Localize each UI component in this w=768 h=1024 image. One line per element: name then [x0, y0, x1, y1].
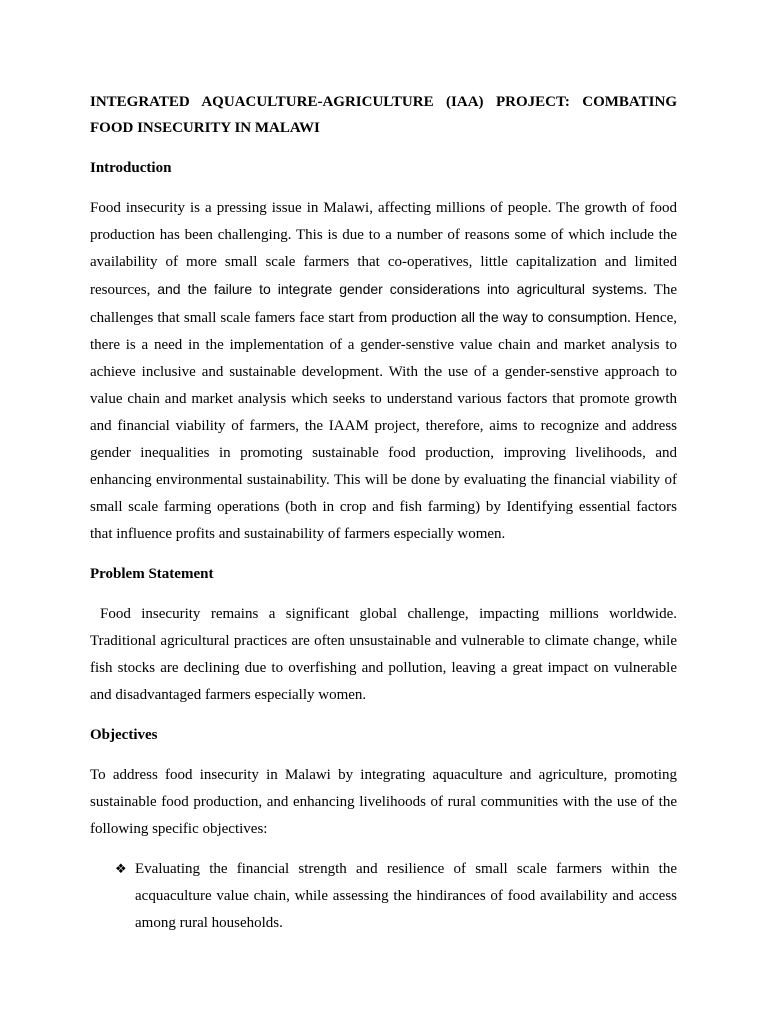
- paragraph-line: production has been challenging. This is due to a number of reasons some of which include the: [90, 226, 677, 243]
- paragraph-line: Traditional agricultural practices are often unsustainable and vulnerable to climate change, while: [90, 632, 677, 649]
- section-heading-introduction: Introduction: [90, 159, 172, 176]
- list-item-line: among rural households.: [135, 914, 283, 931]
- text-run: . The: [643, 281, 677, 298]
- text-run: resources,: [90, 281, 158, 298]
- section-heading-objectives: Objectives: [90, 726, 158, 743]
- paragraph-line: availability of more small scale farmers that co-operatives, little capitalization and limited: [90, 253, 677, 270]
- paragraph-line: fish stocks are declining due to overfishing and pollution, leaving a great impact on vulnerable: [90, 659, 677, 676]
- document-title: [90, 89, 677, 141]
- paragraph-line: Food insecurity is a pressing issue in Malawi, affecting millions of people. The growth of food: [90, 199, 677, 216]
- paragraph-line: following specific objectives:: [90, 820, 268, 837]
- document-page: [90, 89, 677, 937]
- title-line: FOOD INSECURITY IN MALAWI: [90, 120, 320, 136]
- paragraph-line: and disadvantaged farmers especially women.: [90, 686, 367, 703]
- paragraph-line: Food insecurity remains a significant global challenge, impacting millions worldwide.: [100, 605, 677, 622]
- paragraph-line: gender inequalities in promoting sustainable food production, improving livelihoods, and: [90, 444, 677, 461]
- list-item-text: [135, 856, 677, 937]
- paragraph-line: there is a need in the implementation of a gender-senstive value chain and market analysis to: [90, 336, 677, 353]
- diamond-bullet-icon: ❖: [115, 861, 127, 877]
- paragraph-line: [90, 304, 677, 332]
- objective-list-item: [90, 856, 677, 937]
- problem-statement-paragraph: [90, 601, 677, 709]
- title-line: INTEGRATED AQUACULTURE-AGRICULTURE (IAA) PROJECT: COMBATING: [90, 94, 677, 110]
- section-heading-problem-statement: Problem Statement: [90, 565, 214, 582]
- list-item-line: acquaculture value chain, while assessing the hindirances of food availability and access: [135, 887, 677, 904]
- paragraph-line: small scale farming operations (both in crop and fish farming) by Identifying essential factors: [90, 498, 677, 515]
- list-item-line: Evaluating the financial strength and resilience of small scale farmers within the: [135, 860, 677, 877]
- text-run: challenges that small scale famers face start from: [90, 309, 392, 326]
- text-run-sans: production all the way to consumption: [391, 308, 628, 325]
- paragraph-line: enhancing environmental sustainability. This will be done by evaluating the financial viability of: [90, 471, 677, 488]
- introduction-paragraph: [90, 195, 677, 548]
- paragraph-line: sustainable food production, and enhancing livelihoods of rural communities with the use of the: [90, 793, 677, 810]
- paragraph-line: To address food insecurity in Malawi by integrating aquaculture and agriculture, promoting: [90, 766, 677, 783]
- objectives-paragraph: [90, 762, 677, 843]
- paragraph-line: that influence profits and sustainability of farmers especially women.: [90, 525, 506, 542]
- paragraph-line: and financial viability of farmers, the IAAM project, therefore, aims to recognize and address: [90, 417, 677, 434]
- text-run-sans: and the failure to integrate gender considerations into agricultural systems: [157, 280, 644, 297]
- text-run: . Hence,: [627, 309, 677, 326]
- paragraph-line: [90, 276, 677, 304]
- paragraph-line: achieve inclusive and sustainable development. With the use of a gender-senstive approach to: [90, 363, 677, 380]
- paragraph-line: value chain and market analysis which seeks to understand various factors that promote growth: [90, 390, 677, 407]
